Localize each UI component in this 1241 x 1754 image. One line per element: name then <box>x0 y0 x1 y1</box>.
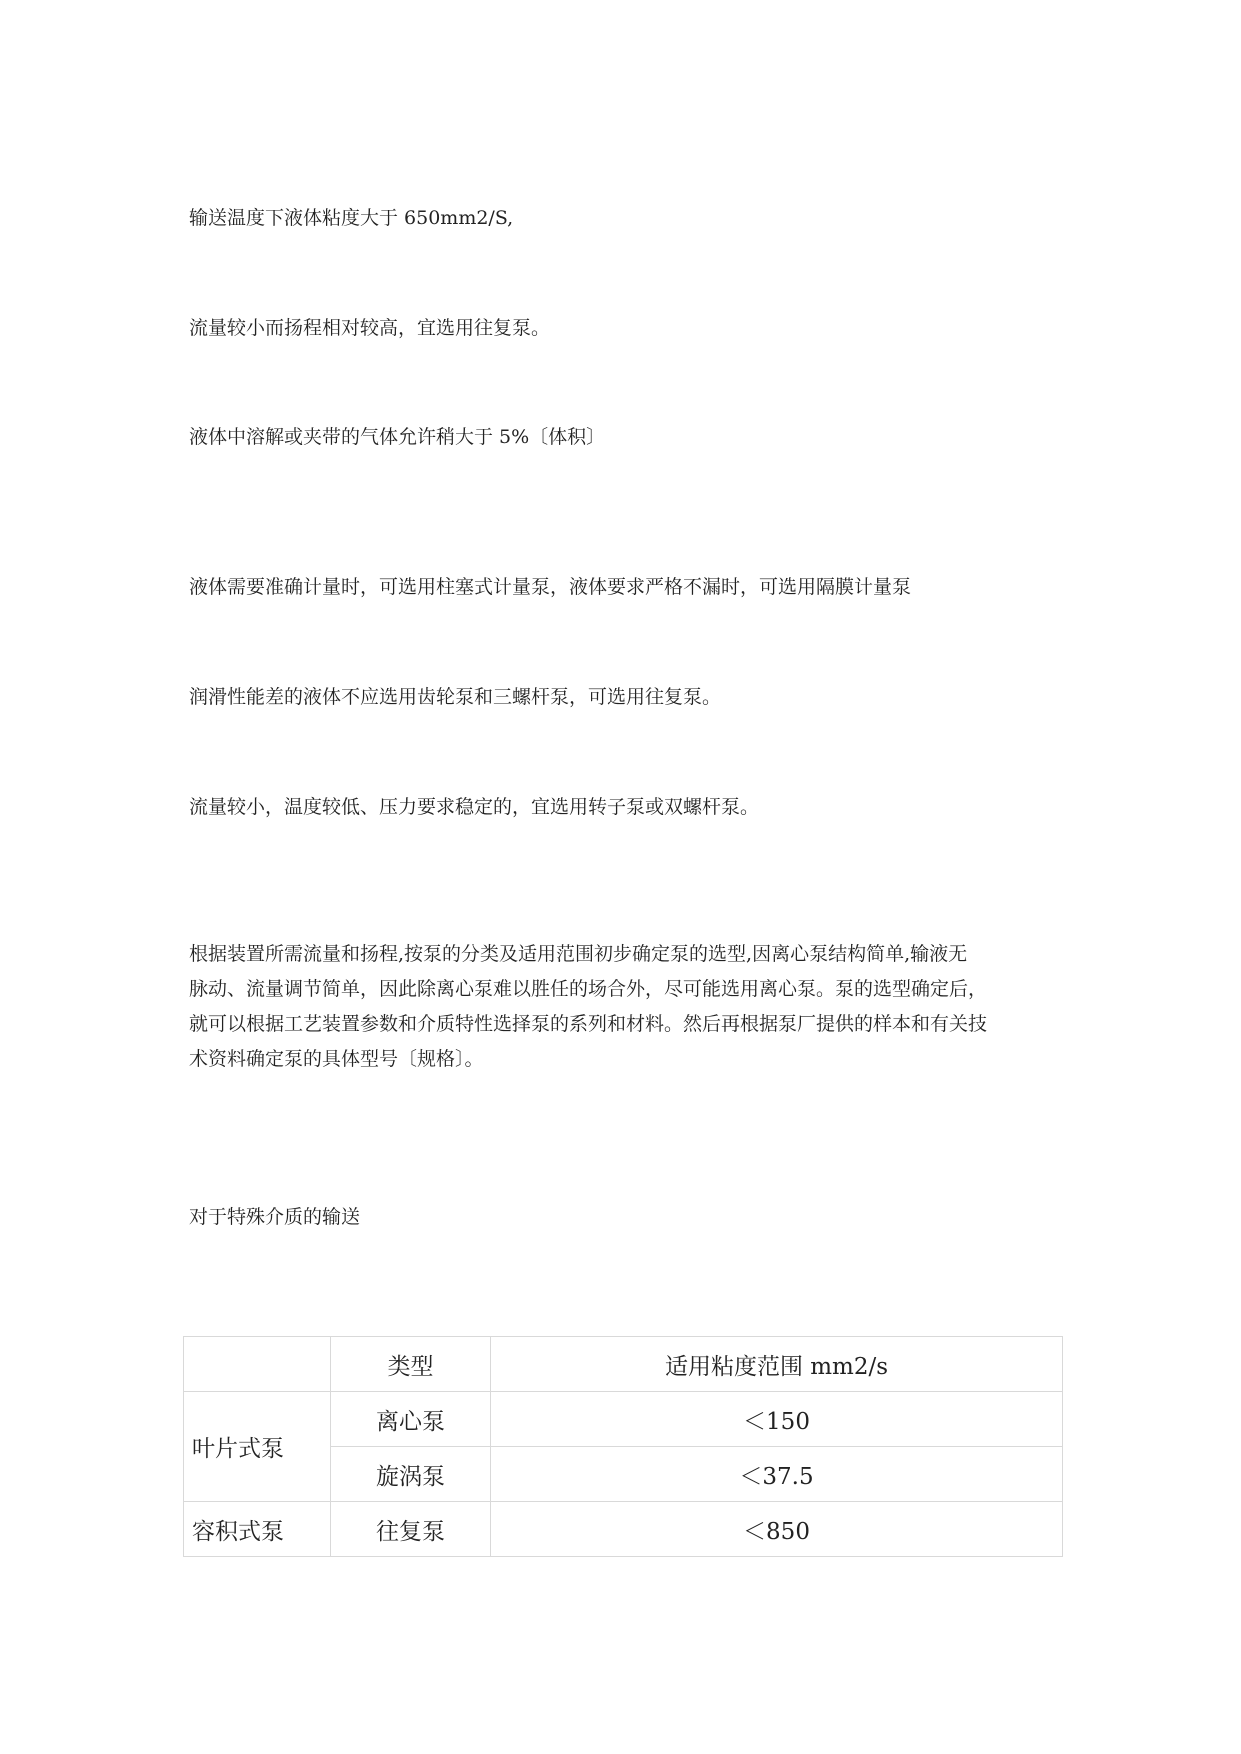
table-header-row <box>184 1337 1063 1392</box>
header-cell-viscosity: 适用粘度范围 mm2/s <box>491 1337 1063 1392</box>
paragraph-line: 脉动、流量调节简单，因此除离心泵难以胜任的场合外，尽可能选用离心泵。泵的选型确定后， <box>189 978 988 1000</box>
text-line-gas: 液体中溶解或夹带的气体允许稍大于 5%〔体积〕 <box>189 426 606 448</box>
viscosity-cell: ＜150 <box>491 1392 1063 1447</box>
viscosity-cell: ＜850 <box>491 1502 1063 1557</box>
paragraph-line: 根据装置所需流量和扬程,按泵的分类及适用范围初步确定泵的选型,因离心泵结构简单,输液无 <box>189 943 968 965</box>
header-cell-type: 类型 <box>331 1337 491 1392</box>
pump-viscosity-table <box>183 1336 1063 1557</box>
paragraph-line: 就可以根据工艺装置参数和介质特性选择泵的系列和材料。然后再根据泵厂提供的样本和有关技 <box>189 1013 988 1035</box>
category-cell: 叶片式泵 <box>184 1392 331 1502</box>
text-line-viscosity: 输送温度下液体粘度大于 650mm2/S, <box>189 207 514 229</box>
text-line-lubrication: 润滑性能差的液体不应选用齿轮泵和三螺杆泵，可选用往复泵。 <box>189 686 722 708</box>
type-cell: 往复泵 <box>331 1502 491 1557</box>
category-cell: 容积式泵 <box>184 1502 331 1557</box>
header-cell-blank <box>184 1337 331 1392</box>
paragraph-line: 术资料确定泵的具体型号〔规格〕。 <box>189 1048 484 1070</box>
text-line-rotor: 流量较小，温度较低、压力要求稳定的，宜选用转子泵或双螺杆泵。 <box>189 796 760 818</box>
text-line-metering: 液体需要准确计量时，可选用柱塞式计量泵，液体要求严格不漏时，可选用隔膜计量泵 <box>189 576 912 598</box>
table-row <box>184 1502 1063 1557</box>
table-row <box>184 1392 1063 1447</box>
selection-paragraph <box>189 937 1059 1077</box>
viscosity-cell: ＜37.5 <box>491 1447 1063 1502</box>
section-heading: 对于特殊介质的输送 <box>189 1206 361 1228</box>
text-line-reciprocating: 流量较小而扬程相对较高，宜选用往复泵。 <box>189 317 551 339</box>
type-cell: 旋涡泵 <box>331 1447 491 1502</box>
type-cell: 离心泵 <box>331 1392 491 1447</box>
